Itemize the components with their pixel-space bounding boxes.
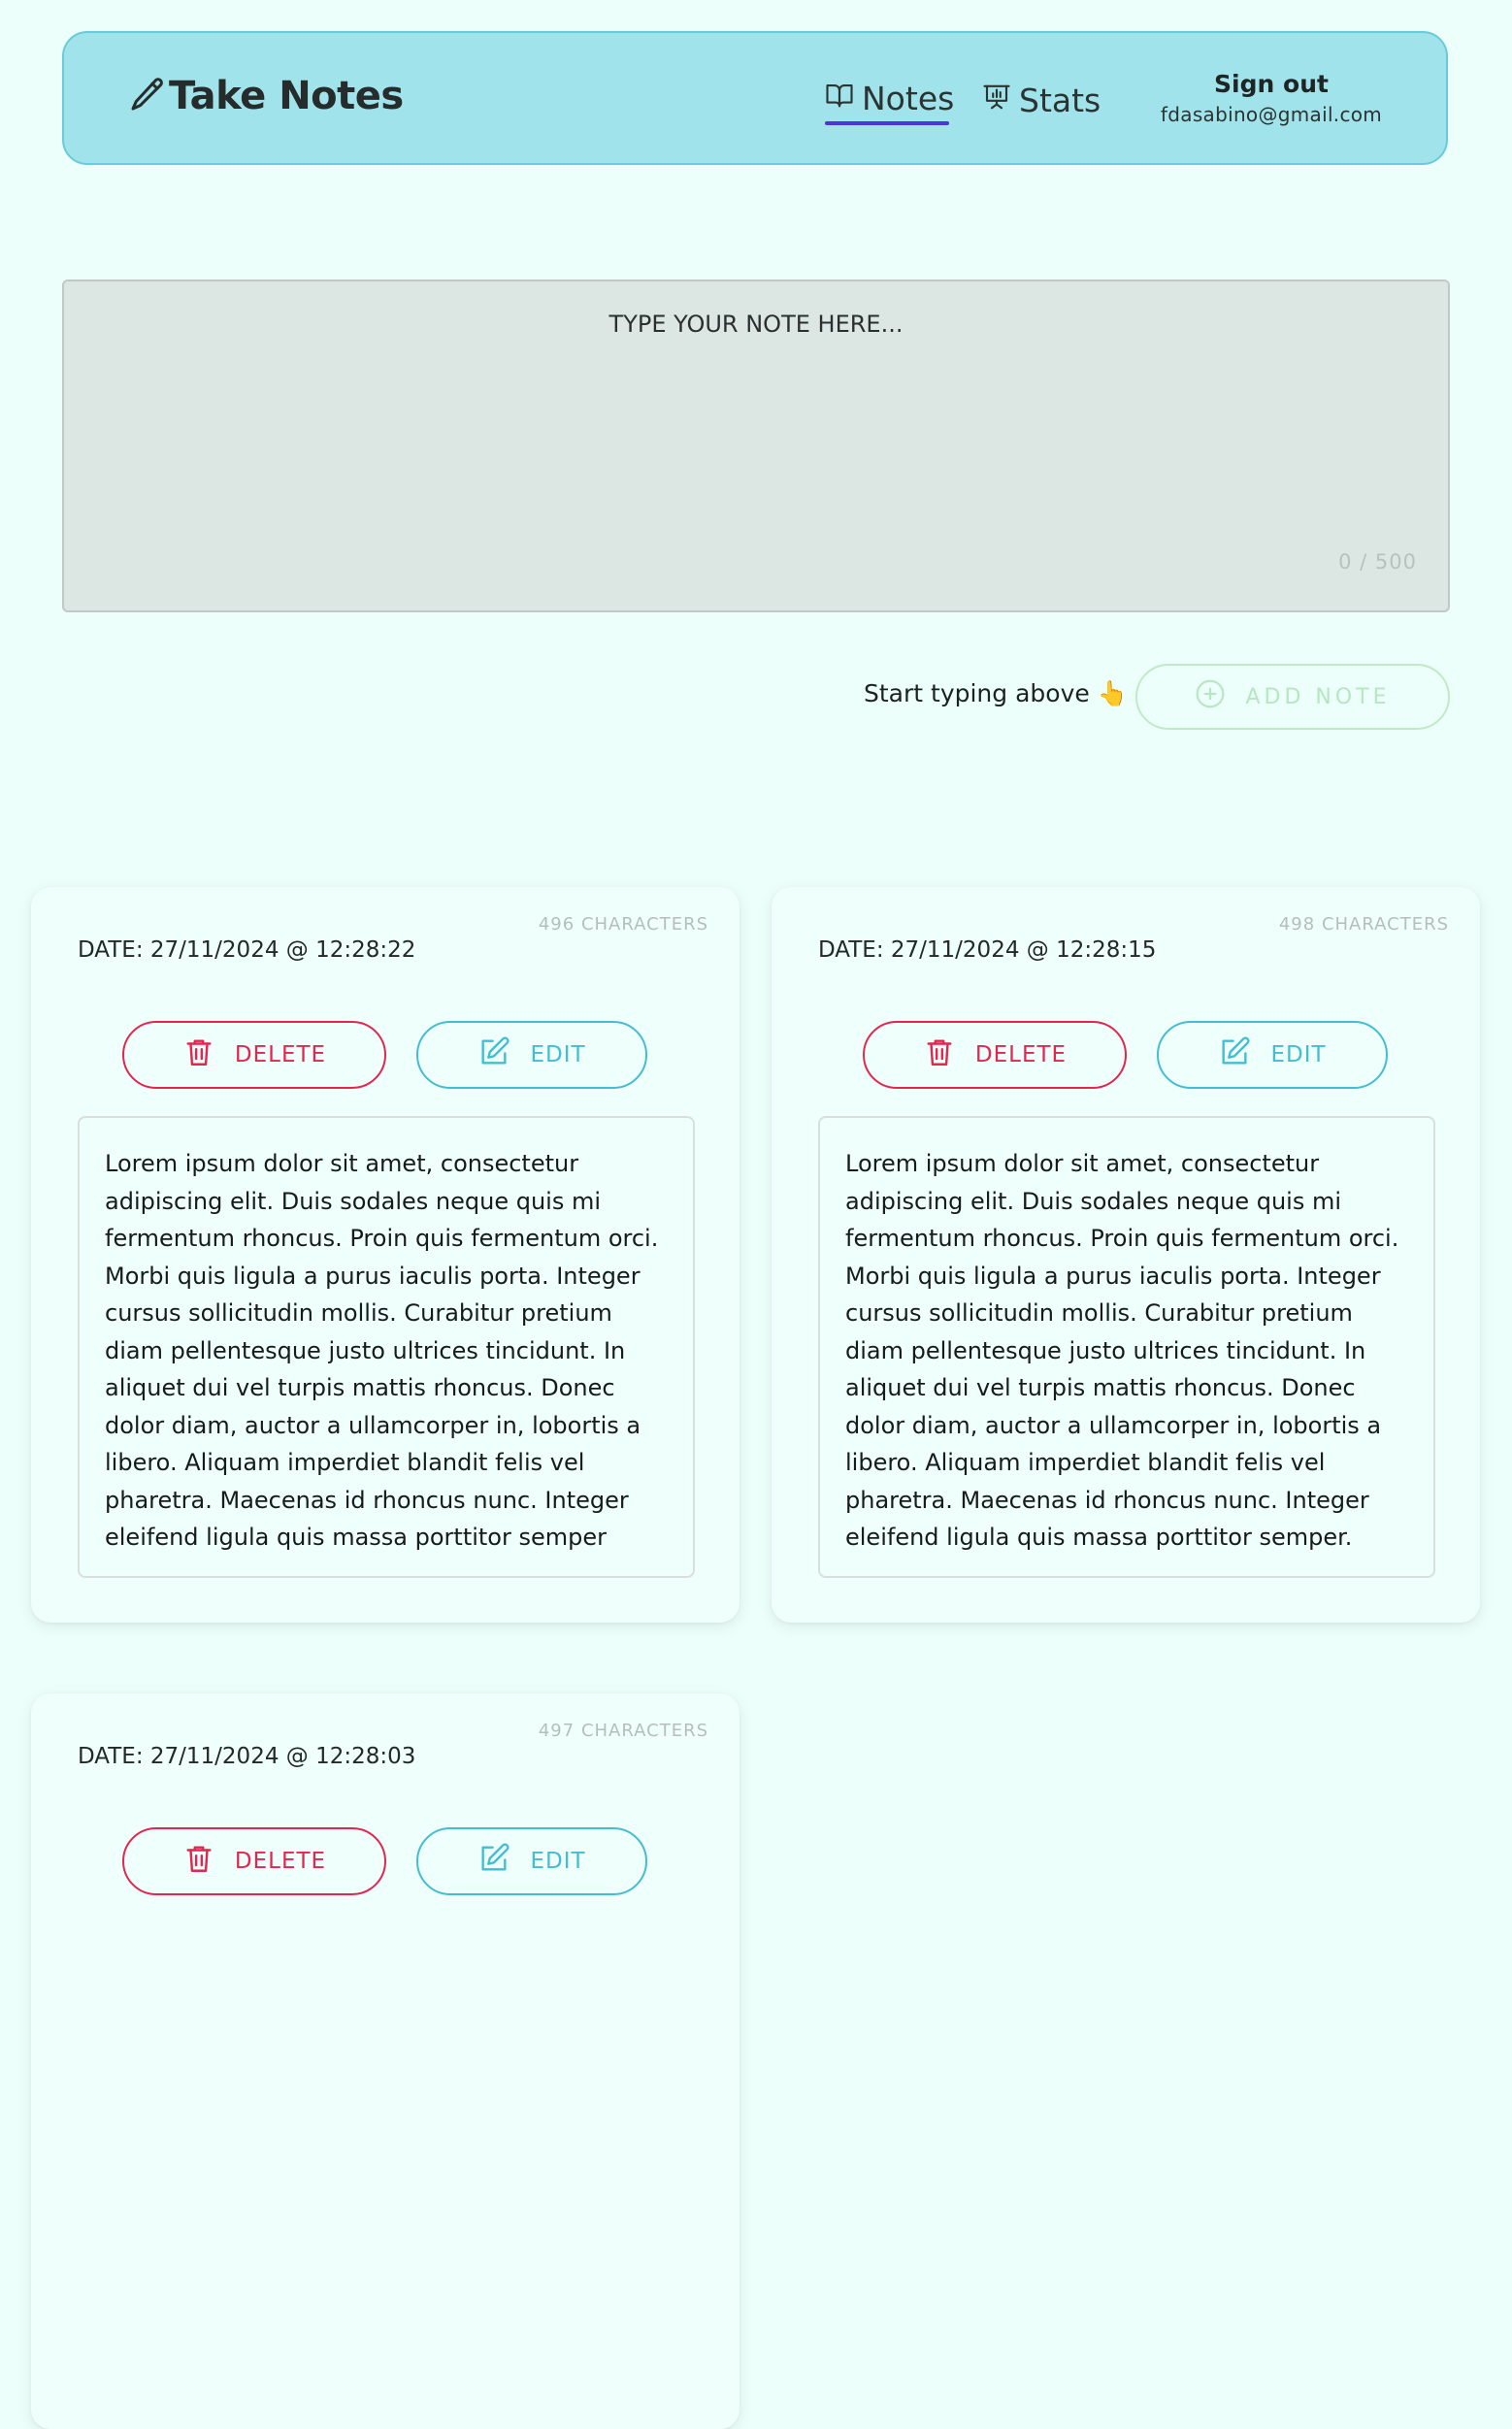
sign-out-button[interactable]: Sign out [1214,70,1329,98]
edit-label: EDIT [1270,1042,1327,1067]
trash-icon [182,1842,215,1881]
note-textarea[interactable] [64,281,1448,610]
app-header [62,31,1448,165]
note-textarea-container [62,279,1450,612]
add-note-button[interactable] [1135,664,1450,730]
nav-stats-label: Stats [1019,82,1101,119]
edit-icon [1218,1035,1251,1074]
note-date: DATE: 27/11/2024 @ 12:28:03 [78,1744,416,1769]
nav-stats[interactable] [982,82,1101,119]
nav-notes-label: Notes [862,80,955,117]
delete-button[interactable] [122,1021,386,1089]
note-card [31,887,740,1623]
delete-label: DELETE [974,1042,1068,1067]
trash-icon [182,1035,215,1074]
nav-active-indicator [825,121,949,125]
add-note-label: ADD NOTE [1245,684,1391,709]
delete-button[interactable] [122,1827,386,1895]
account-area [1132,70,1411,126]
delete-label: DELETE [234,1042,327,1067]
typing-hint: Start typing above 👆 [864,679,1128,707]
app-title: Take Notes [169,74,404,118]
brand[interactable] [128,74,404,118]
user-email: fdasabino@gmail.com [1160,103,1383,126]
edit-button[interactable] [416,1021,647,1089]
edit-label: EDIT [530,1042,586,1067]
note-body: Lorem ipsum dolor sit amet, consectetur adipiscing elit. Duis sodales neque quis mi fermentum rhoncus. Proin quis fermentum orci. Morbi quis ligula a purus iaculis porta. Integer cursus sollicitudin mollis. Curabitur pretium diam pellentesque justo ultrices tincidunt. In aliquet dui vel turpis mattis rhoncus. Donec dolor diam, auctor a ullamcorper in, lobortis a libero. Aliquam imperdiet blandit felis vel pharetra. Maecenas id rhoncus nunc. Integer eleifend ligula quis massa porttitor semper [78,1116,695,1578]
note-date: DATE: 27/11/2024 @ 12:28:15 [818,937,1157,963]
nav-notes[interactable] [825,80,954,117]
note-character-count: 496 CHARACTERS [538,914,708,935]
pencil-icon [128,75,167,117]
presentation-chart-icon [982,82,1011,119]
plus-circle-icon [1195,678,1226,715]
edit-icon [477,1842,510,1881]
note-card [772,887,1480,1623]
note-date: DATE: 27/11/2024 @ 12:28:22 [78,937,416,963]
edit-icon [477,1035,510,1074]
delete-label: DELETE [234,1849,327,1874]
edit-button[interactable] [1157,1021,1388,1089]
edit-button[interactable] [416,1827,647,1895]
note-body: Lorem ipsum dolor sit amet, consectetur adipiscing elit. Duis sodales neque quis mi fermentum rhoncus. Proin quis fermentum orci. Morbi quis ligula a purus iaculis porta. Integer cursus sollicitudin mollis. Curabitur pretium diam pellentesque justo ultrices tincidunt. In aliquet dui vel turpis mattis rhoncus. Donec dolor diam, auctor a ullamcorper in, lobortis a libero. Aliquam imperdiet blandit felis vel pharetra. Maecenas id rhoncus nunc. Integer eleifend ligula quis massa porttitor semper. [818,1116,1435,1578]
book-icon [825,80,854,117]
note-card [31,1693,740,2429]
trash-icon [923,1035,956,1074]
note-character-count: 497 CHARACTERS [538,1721,708,1741]
delete-button[interactable] [863,1021,1127,1089]
character-counter: 0 / 500 [1338,550,1417,574]
edit-label: EDIT [530,1849,586,1874]
note-character-count: 498 CHARACTERS [1278,914,1449,935]
